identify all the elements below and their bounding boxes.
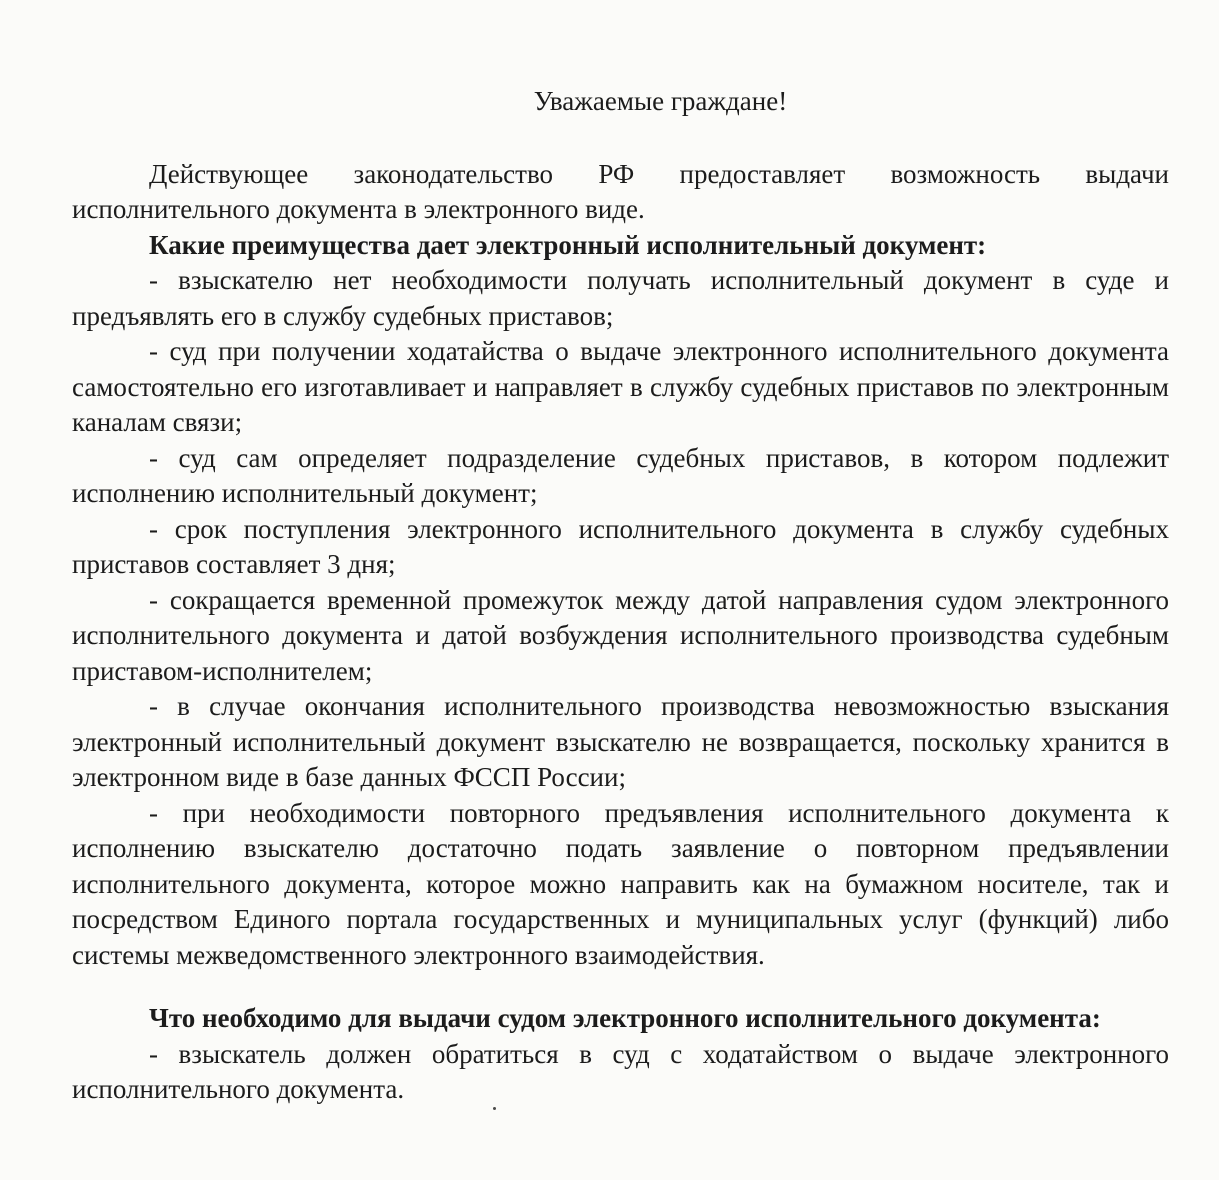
advantage-item: - суд сам определяет подразделение судебных приставов, в котором подлежит исполнению исполнительный документ;	[72, 442, 1169, 508]
advantage-item: - суд при получении ходатайства о выдаче электронного исполнительного документа самостоятельно его изготавливает и направляет в службу судебных приставов по электронным каналам связи;	[72, 336, 1169, 437]
scan-speck	[493, 1107, 496, 1110]
advantage-item: - срок поступления электронного исполнительного документа в службу судебных приставов составляет 3 дня;	[72, 513, 1169, 579]
advantage-item: - сокращается временной промежуток между датой направления судом электронного исполнительного документа и датой возбуждения исполнительного производства судебным приставом-исполнителем;	[72, 584, 1169, 686]
advantages-heading: Какие преимущества дает электронный исполнительный документ:	[149, 229, 987, 260]
advantage-item: - в случае окончания исполнительного производства невозможностью взыскания электронный исполнительный документ взыскателю не возвращается, поскольку хранится в электронном виде в базе данных ФССП России;	[72, 691, 1169, 792]
requirement-item: - взыскатель должен обратиться в суд с ходатайством о выдаче электронного исполнительного документа.	[72, 1038, 1169, 1104]
advantage-item: - при необходимости повторного предъявления исполнительного документа к исполнению взыскателю достаточно подать заявление о повторном предъявлении исполнительного документа, которое можно направить как на бумажном носителе, так и посредством Единого портала государственных и муниципальных услуг (функций) либо системы межведомственного электронного взаимодействия.	[72, 797, 1169, 970]
requirements-heading: Что необходимо для выдачи судом электронного исполнительного документа:	[149, 1003, 1101, 1033]
document-body	[72, 84, 1169, 1108]
advantage-item: - взыскателю нет необходимости получать исполнительный документ в суде и предъявлять его в службу судебных приставов;	[72, 265, 1169, 331]
intro-paragraph: Действующее законодательство РФ предоставляет возможность выдачи исполнительного документа в электронного виде.	[72, 158, 1169, 224]
document-title: Уважаемые граждане!	[533, 86, 788, 116]
